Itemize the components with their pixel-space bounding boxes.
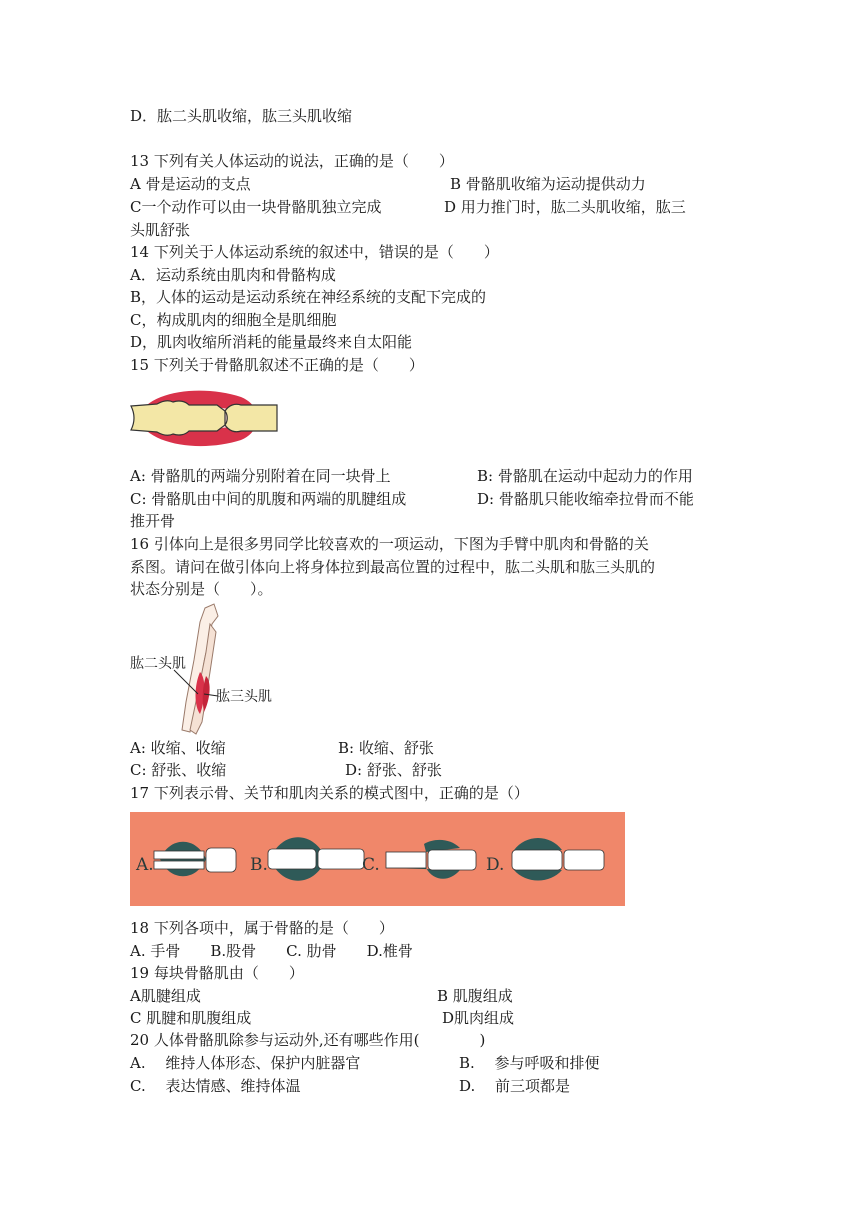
option-c-label: C. [362, 855, 380, 875]
q15-option-b: B: 骨骼肌在运动中起动力的作用 [477, 467, 693, 485]
q14-option-b: B，人体的运动是运动系统在神经系统的支配下完成的 [130, 288, 487, 306]
q16-stem-line3: 状态分别是（ ）。 [130, 580, 273, 598]
q13-option-b: B 骨骼肌收缩为运动提供动力 [450, 175, 646, 193]
q16-option-b: B: 收缩、舒张 [338, 739, 434, 757]
q16-stem-line1: 16 引体向上是很多男同学比较喜欢的一项运动，下图为手臂中肌肉和骨骼的关 [130, 535, 649, 553]
q16-stem-line2: 系图。请问在做引体向上将身体拉到最高位置的过程中，肱二头肌和肱三头肌的 [130, 558, 656, 576]
option-b-bone-left [268, 849, 316, 869]
q19-option-c: C 肌腱和肌腹组成 [130, 1009, 252, 1027]
option-d-label: D. [486, 855, 505, 875]
option-a-bone-right [206, 848, 236, 872]
option-d-bone-left [512, 850, 562, 870]
q20-stem: 20 人体骨骼肌除参与运动外,还有哪些作用( ) [130, 1031, 486, 1049]
option-c-bone-left [386, 852, 426, 868]
q13-option-c: C一个动作可以由一块骨骼肌独立完成 [130, 198, 382, 216]
option-c-bone-right [428, 850, 476, 870]
q12-option-d: D．肱二头肌收缩，肱三头肌收缩 [130, 107, 353, 125]
q14-option-c: C，构成肌肉的细胞全是肌细胞 [130, 311, 337, 329]
option-b-bone-right [318, 849, 364, 869]
option-b-label: B. [250, 855, 268, 875]
q18-options: A. 手骨 B.股骨 C. 肋骨 D.椎骨 [130, 942, 413, 960]
q15-option-d: D: 骨骼肌只能收缩牵拉骨而不能 [477, 490, 694, 508]
q14-stem: 14 下列关于人体运动系统的叙述中，错误的是（ ） [130, 243, 499, 261]
q19-option-a: A肌腱组成 [130, 987, 201, 1005]
option-a-label: A. [136, 855, 154, 875]
bone-left [131, 401, 225, 436]
q15-option-c: C: 骨骼肌由中间的肌腹和两端的肌腱组成 [130, 490, 407, 508]
q14-option-a: A．运动系统由肌肉和骨骼构成 [130, 266, 336, 284]
q20-option-a: A. 维持人体形态、保护内脏器官 [130, 1054, 361, 1072]
q20-option-b: B. 参与呼吸和排便 [459, 1054, 600, 1072]
q19-option-b: B 肌腹组成 [437, 987, 513, 1005]
bone-right [225, 404, 277, 432]
q16-option-c: C: 舒张、收缩 [130, 761, 227, 779]
q19-stem: 19 每块骨骼肌由（ ） [130, 964, 304, 982]
triceps-label: 肱三头肌 [216, 689, 272, 705]
q16-option-a: A: 收缩、收缩 [130, 739, 226, 757]
q16-option-d: D: 舒张、舒张 [345, 761, 442, 779]
option-d-bone-right [564, 850, 604, 870]
option-a-bone-bottom [154, 861, 204, 869]
q15-option-d-cont: 推开骨 [130, 512, 176, 530]
q18-stem: 18 下列各项中，属于骨骼的是（ ） [130, 919, 394, 937]
muscle-bone-figure [129, 387, 279, 450]
q19-option-d: D肌肉组成 [442, 1009, 515, 1027]
q15-option-a: A: 骨骼肌的两端分别附着在同一块骨上 [130, 467, 391, 485]
q13-option-a: A 骨是运动的支点 [130, 175, 251, 193]
q13-option-d-cont: 头肌舒张 [130, 221, 191, 239]
q15-stem: 15 下列关于骨骼肌叙述不正确的是（ ） [130, 356, 424, 374]
q17-stem: 17 下列表示骨、关节和肌肉关系的模式图中，正确的是（） [130, 784, 529, 802]
q13-stem: 13 下列有关人体运动的说法，正确的是（ ） [130, 152, 454, 170]
option-a-bone-top [154, 851, 204, 859]
joint-diagrams-panel [130, 812, 625, 906]
biceps-label: 肱二头肌 [130, 656, 186, 672]
q20-option-d: D. 前三项都是 [459, 1077, 571, 1095]
q14-option-d: D，肌肉收缩所消耗的能量最终来自太阳能 [130, 333, 413, 351]
q13-option-d: D 用力推门时，肱二头肌收缩，肱三 [444, 198, 686, 216]
q20-option-c: C. 表达情感、维持体温 [130, 1077, 301, 1095]
